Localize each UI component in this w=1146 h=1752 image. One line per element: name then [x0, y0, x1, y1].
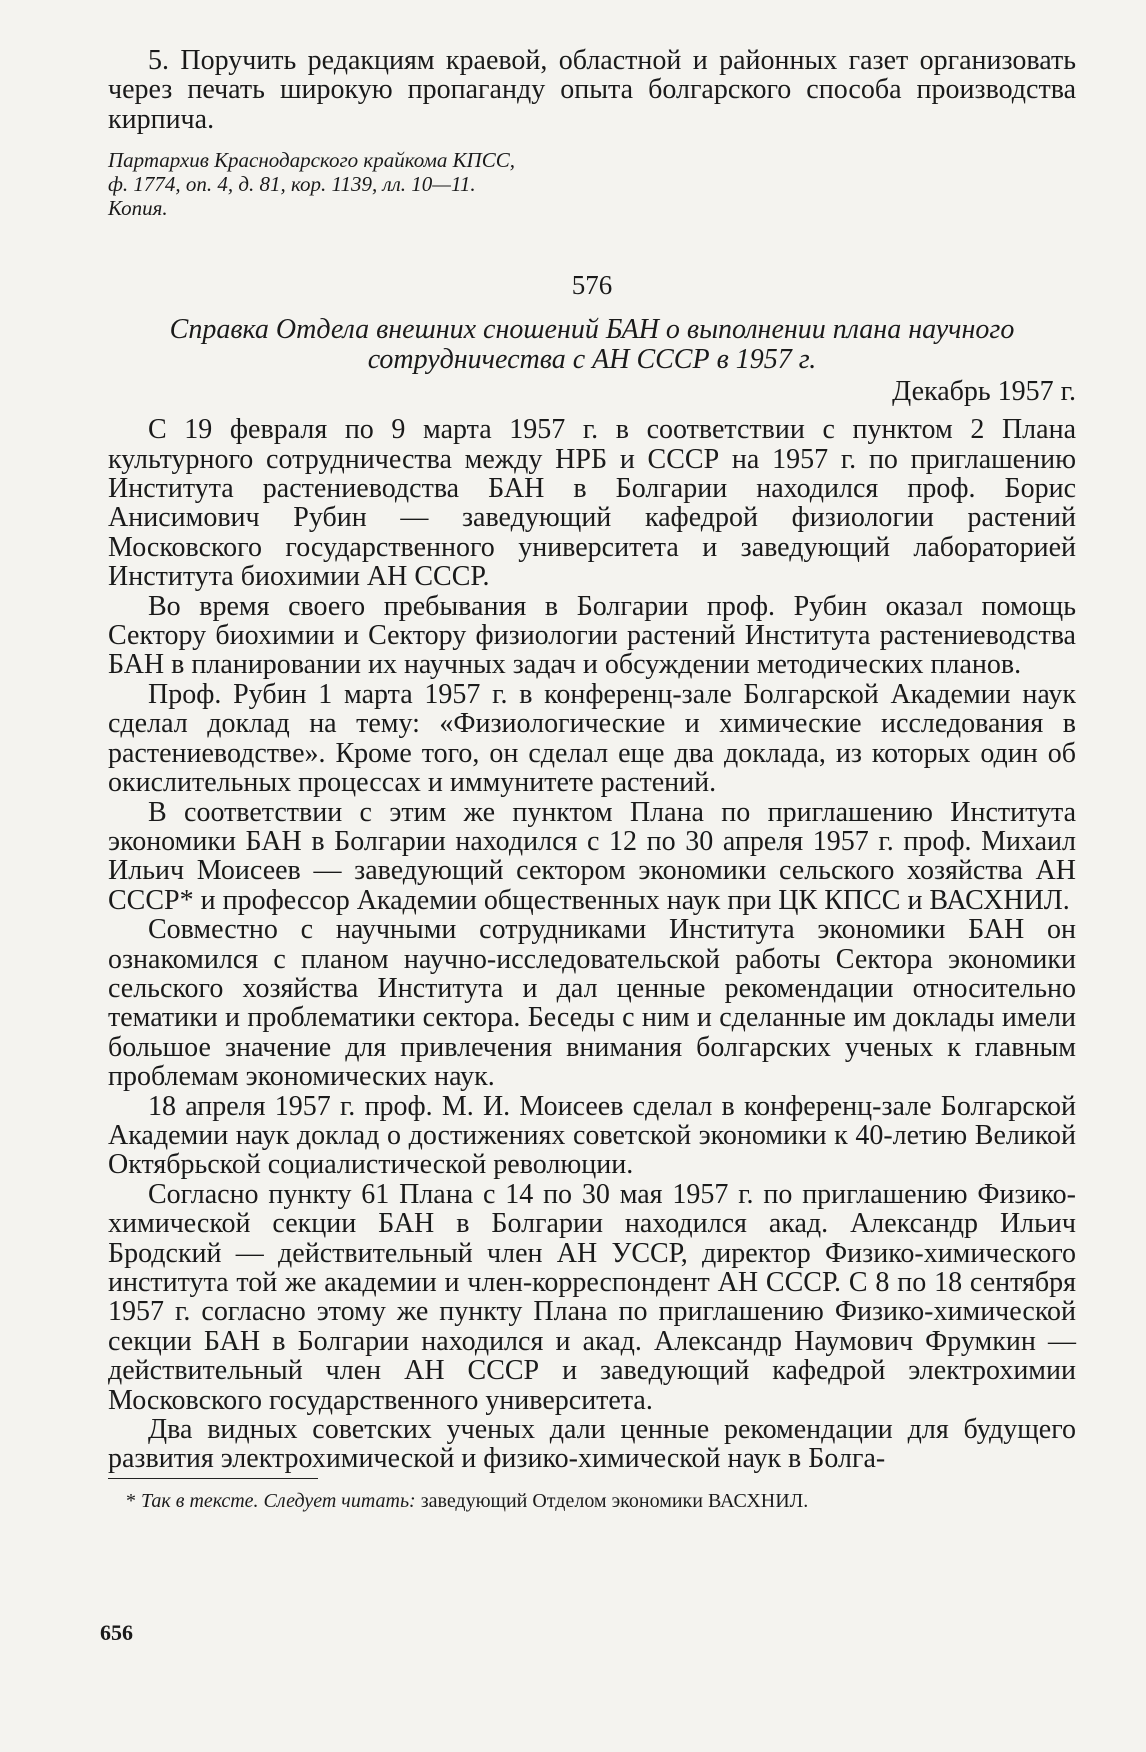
footnote [108, 1489, 1076, 1513]
footnote-marker: * [126, 1489, 136, 1512]
paragraph: Два видных советских ученых дали ценные рекомендации для будущего развития электрохимической и физико-химической наук в Болга- [108, 1414, 1076, 1475]
document-title: Справка Отдела внешних сношений БАН о выполнении плана научного сотрудничества с АН СССР в 1957 г. [169, 314, 1015, 376]
footnote-italic: Так в тексте. Следует читать: [141, 1489, 416, 1512]
footnote-divider [108, 1478, 318, 1479]
archive-line: ф. 1774, оп. 4, д. 81, кор. 1139, лл. 10—11. [108, 172, 476, 197]
page-body [108, 46, 1076, 1513]
document-date: Декабрь 1957 г. [892, 376, 1076, 408]
archive-line: Копия. [108, 196, 168, 221]
paragraph: С 19 февраля по 9 марта 1957 г. в соответствии с пунктом 2 Плана культурного сотрудничества между НРБ и СССР на 1957 г. по приглашению Института растениеводства БАН в Болгарии находился проф. Борис Анисимович Рубин — заведующий кафедрой физиологии растений Московского государственного университета и заведующий лабораторией Института биохимии АН СССР. [108, 414, 1076, 593]
footnote-text: заведующий Отделом экономики ВАСХНИЛ. [420, 1489, 809, 1512]
paragraph: Во время своего пребывания в Болгарии проф. Рубин оказал помощь Сектору биохимии и Сектору физиологии растений Института растениеводства БАН в планировании их научных задач и обсуждении методических планов. [108, 590, 1076, 681]
document-number: 576 [571, 270, 613, 301]
paragraph: В соответствии с этим же пунктом Плана по приглашению Института экономики БАН в Болгарии находился с 12 по 30 апреля 1957 г. проф. Михаил Ильич Моисеев — заведующий сектором экономики сельского хозяйства АН СССР* и профессор Академии общественных наук при ЦК КПСС и ВАСХНИЛ. [108, 796, 1076, 916]
paragraph-top: 5. Поручить редакциям краевой, областной и районных газет организовать через печать широкую пропаганду опыта болгарского способа производства кирпича. [108, 45, 1076, 135]
page-number: 656 [100, 1620, 133, 1645]
archive-line: Партархив Краснодарского крайкома КПСС, [108, 148, 515, 173]
archive-reference [108, 148, 1076, 220]
paragraph: Совместно с научными сотрудниками Института экономики БАН он ознакомился с планом научно-исследовательской работы Сектора экономики сельского хозяйства Института и дал ценные рекомендации относительно тематики и проблематики сектора. Беседы с ним и сделанные им доклады имели большое значение для привлечения внимания болгарских ученых к главным проблемам экономических наук. [108, 914, 1076, 1093]
paragraph: Проф. Рубин 1 марта 1957 г. в конференц-зале Болгарской Академии наук сделал доклад на тему: «Физиологические и химические исследования в растениеводстве». Кроме того, он сделал еще два доклада, из которых один об окислительных процессах и иммунитете растений. [108, 678, 1076, 799]
paragraph: 18 апреля 1957 г. проф. М. И. Моисеев сделал в конференц-зале Болгарской Академии наук доклад о достижениях советской экономики к 40-летию Великой Октябрьской социалистической революции. [108, 1090, 1076, 1181]
paragraph: Согласно пункту 61 Плана с 14 по 30 мая 1957 г. по приглашению Физико-химической секции БАН в Болгарии находился акад. Александр Ильич Бродский — действительный член АН УССР, директор Физико-химического института той же академии и член-корреспондент АН СССР. С 8 по 18 сентября 1957 г. согласно этому же пункту Плана по приглашению Физико-химической секции БАН в Болгарии находился и акад. Александр Наумович Фрумкин — действительный член АН СССР и заведующий кафедрой электрохимии Московского государственного университета. [108, 1178, 1076, 1416]
